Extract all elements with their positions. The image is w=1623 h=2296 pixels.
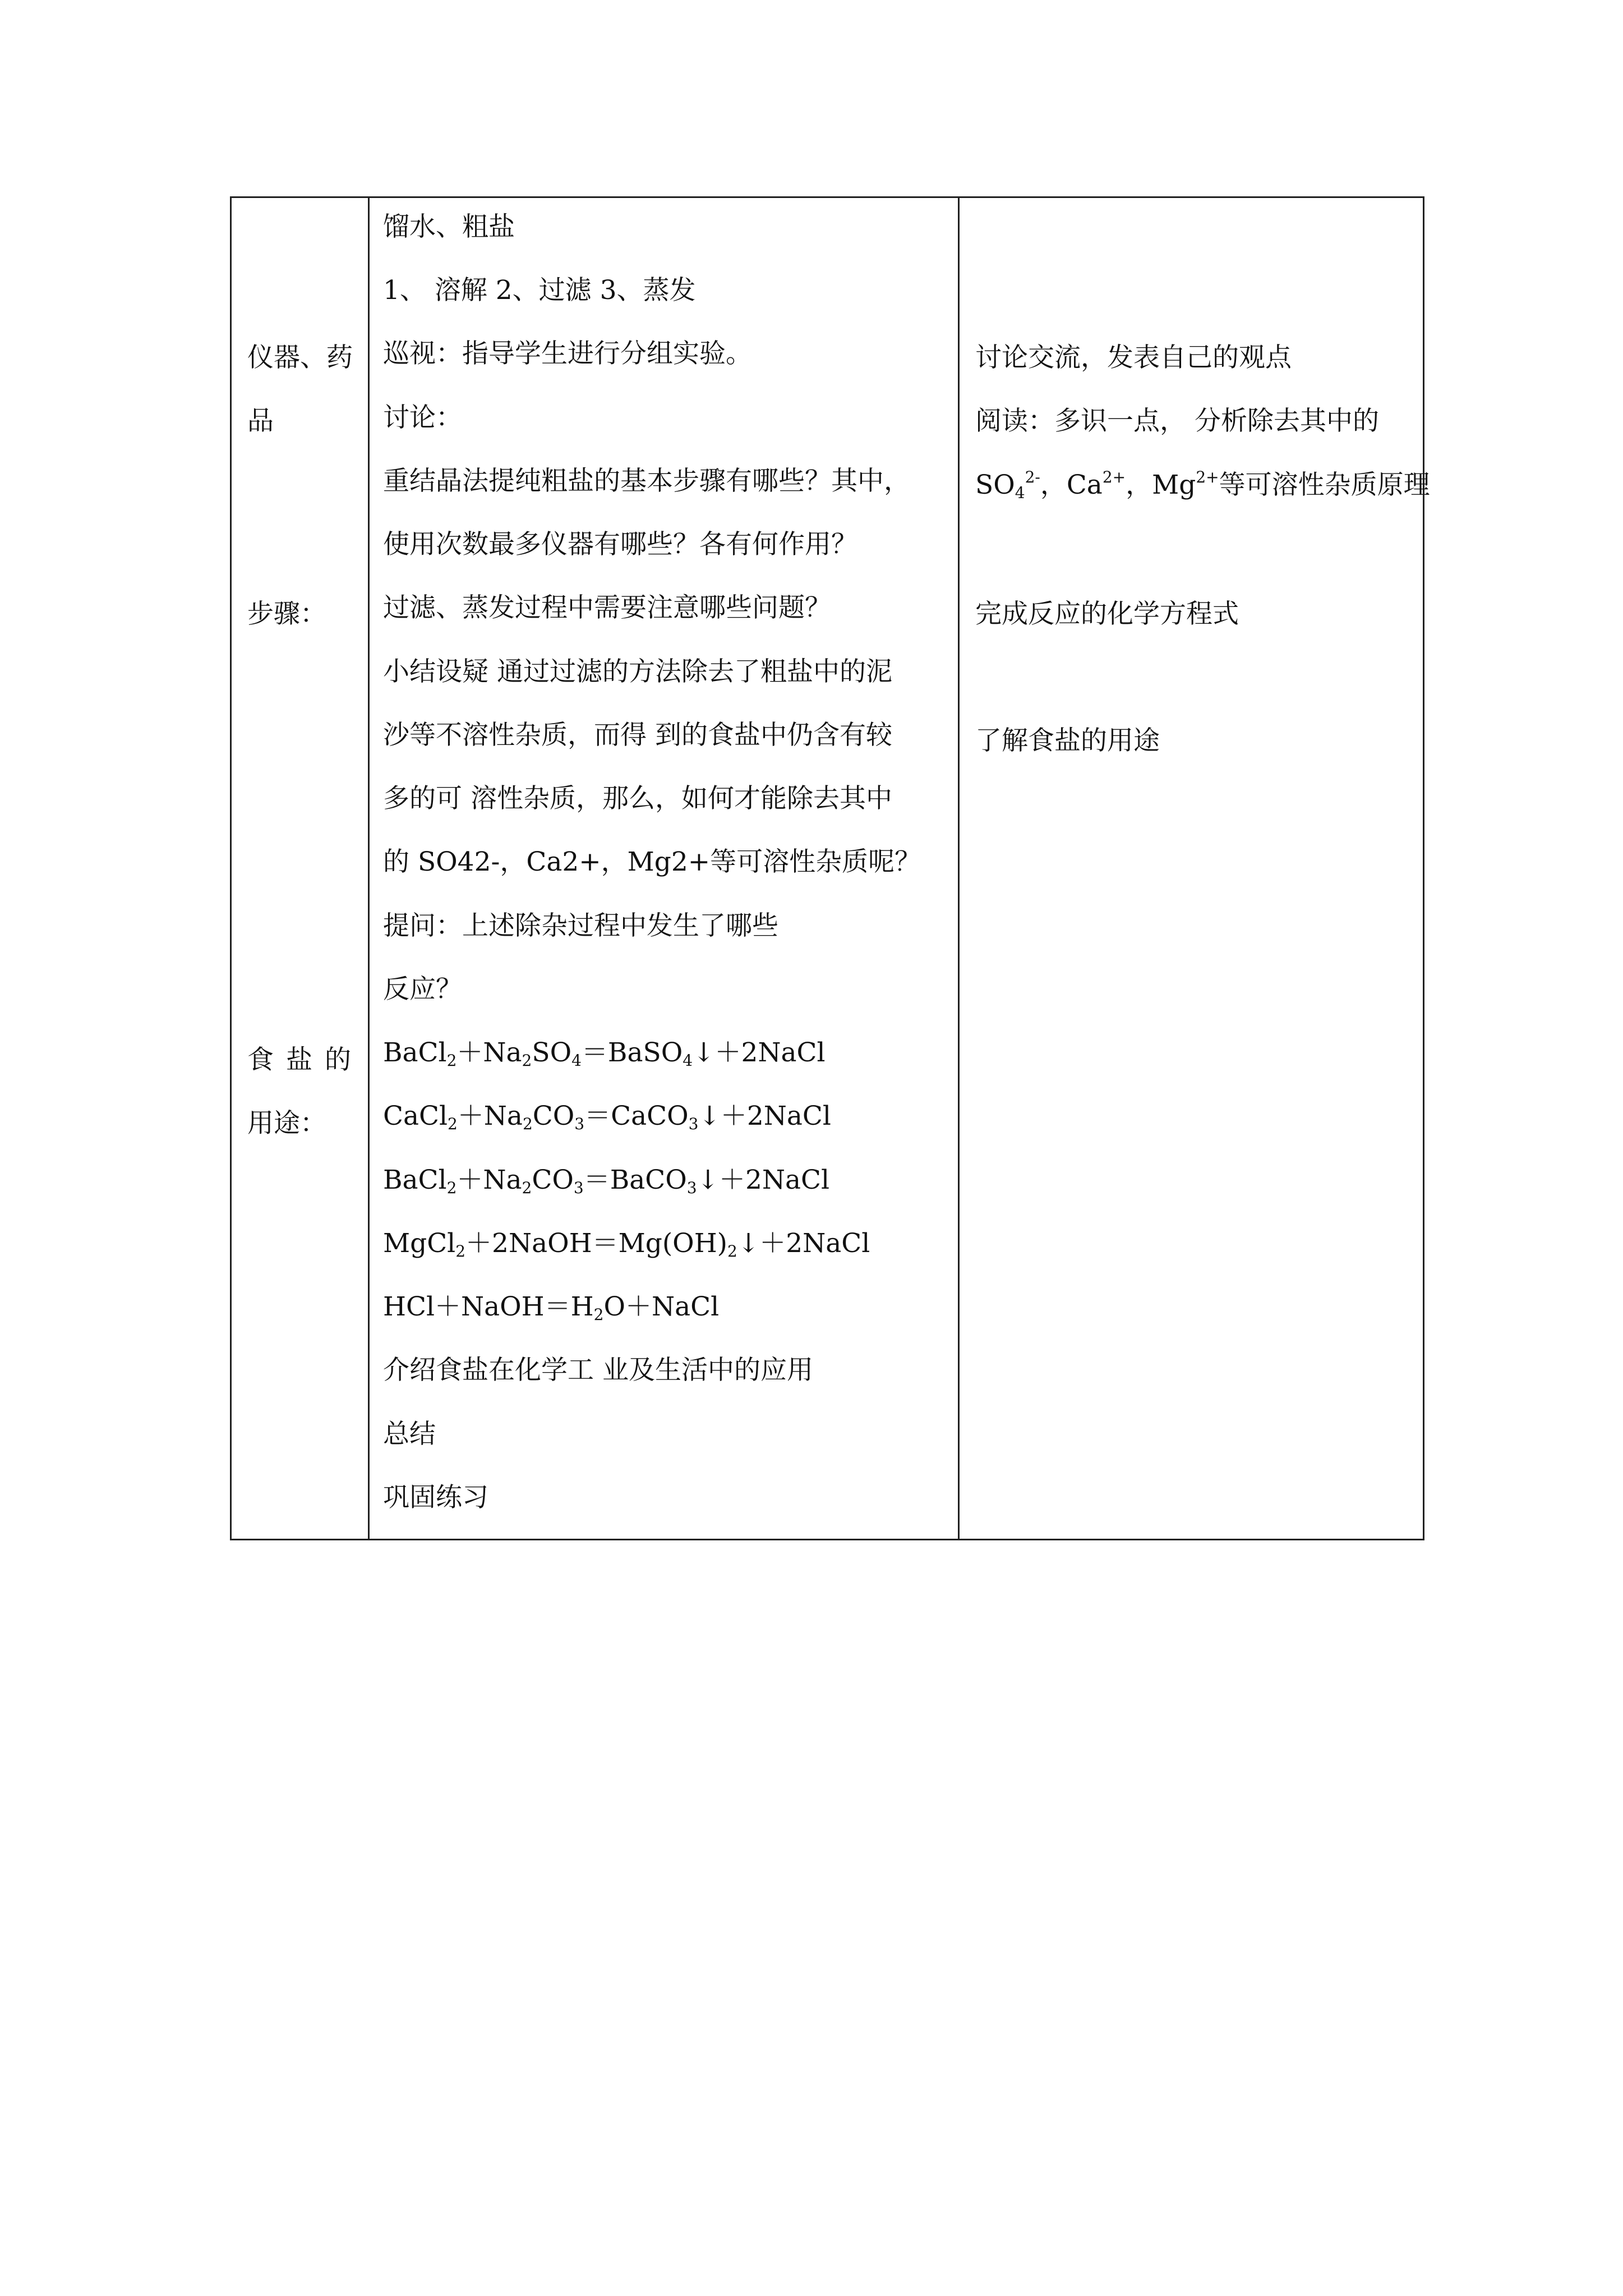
summary-line-3: 多的可 溶性杂质，那么，如何才能除去其中 [383,783,892,814]
teacher-activity-column [370,198,958,1539]
summary-heading: 总结 [383,1419,436,1450]
patrol-line: 巡视：指导学生进行分组实验。 [383,338,752,369]
uses-label-line-2: 用途： [247,1108,326,1139]
equation-bacl2-na2co3: $BaCl_2+Na_2CO_3=BaCO_3↓+2NaCl$ [383,1165,830,1197]
materials-line: 馏水、粗盐 [383,211,515,242]
practice-heading: 巩固练习 [383,1482,488,1513]
equation-hcl-naoh: $HCl+NaOH=H_2O+NaCl$ [383,1291,720,1324]
introduce-uses-line: 介绍食盐在化学工 业及生活中的应用 [383,1355,813,1386]
prompt-line-1: 提问：上述除杂过程中发生了哪些 [383,910,778,941]
question-line-1: 重结晶法提纯粗盐的基本步骤有哪些？其中， [383,466,910,496]
reading-line: 阅读：多识一点， 分析除去其中的 [975,406,1379,436]
question-line-2: 使用次数最多仪器有哪些？各有何作用？ [383,529,857,560]
section-label-column [232,198,368,1539]
summary-line-1: 小结设疑 通过过滤的方法除去了粗盐中的泥 [383,656,892,687]
prompt-line-2: 反应？ [383,974,462,1005]
ions-principle-line: $SO_4^{2-}$，$Ca^{2+}$，$Mg^{2+}$等可溶性杂质原理 [975,468,1430,502]
steps-list-line: 1、 溶解 2、过滤 3、蒸发 [383,275,696,306]
uses-label-line-1: 食盐的 [247,1045,363,1075]
equation-bacl2-na2so4: $BaCl_2+Na_2SO_4=BaSO_4↓+2NaCl$ [383,1037,826,1070]
complete-equations-line: 完成反应的化学方程式 [975,599,1239,629]
discussion-heading: 讨论： [383,402,462,433]
apparatus-label-line-1: 仪器、药 [247,342,353,373]
equation-cacl2-na2co3: $CaCl_2+Na_2CO_3=CaCO_3↓+2NaCl$ [383,1101,831,1133]
uses-understanding-line: 了解食盐的用途 [975,725,1160,756]
question-line-3: 过滤、蒸发过程中需要注意哪些问题？ [383,592,831,623]
discussion-exchange-line: 讨论交流，发表自己的观点 [975,342,1292,373]
summary-line-2: 沙等不溶性杂质，而得 到的食盐中仍含有较 [383,720,892,751]
equation-mgcl2-naoh: $MgCl_2+2NaOH=Mg(OH)_2↓+2NaCl$ [383,1228,870,1260]
student-activity-column [960,198,1430,1539]
apparatus-label-line-2: 品 [247,406,274,436]
steps-label: 步骤： [247,599,326,629]
lesson-plan-table [230,196,1430,1540]
summary-line-4: 的 SO42-，Ca2+，Mg2+等可溶性杂质呢？ [383,846,921,877]
